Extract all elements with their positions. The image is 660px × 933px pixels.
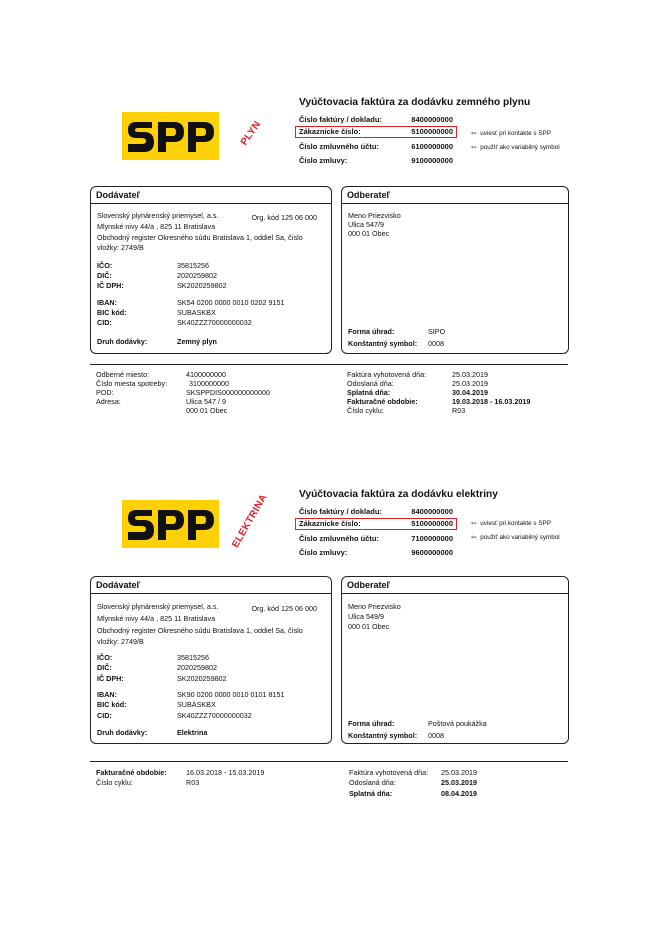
supplier-heading: Dodávateľ <box>91 187 331 204</box>
invoice-title: Vyúčtovacia faktúra za dodávku elektriny <box>299 489 498 500</box>
issued-value: 25.03.2019 <box>441 768 477 777</box>
contract-account-row: Číslo zmluvného účtu: 6100000000 <box>299 142 453 151</box>
sent-label: Odoslaná dňa: <box>349 778 396 787</box>
const-symbol-value: 0008 <box>428 339 444 348</box>
supplier-name: Slovenský plynárenský priemysel, a.s. <box>97 211 219 220</box>
customer-city: 000 01 Obec <box>348 229 390 238</box>
customer-name: Meno Priezvisko <box>348 211 401 220</box>
const-symbol-label: Konštantný symbol: <box>348 339 418 348</box>
supply-type-value: Zemný plyn <box>177 337 217 346</box>
period-value: 16.03.2018 - 15.03.2019 <box>186 768 265 777</box>
issued-label: Faktúra vyhotovená dňa: <box>349 768 429 777</box>
supply-type-label: Druh dodávky: <box>97 337 148 346</box>
supply-type-label: Druh dodávky: <box>97 728 148 737</box>
note-variable-symbol: ⇦ použiť ako variabilný symbol <box>471 534 560 541</box>
dic-value: 2020259802 <box>177 271 217 280</box>
note-contact: ⇦ uviesť pri kontakte s SPP <box>471 520 551 527</box>
payment-value: SIPO <box>428 327 446 336</box>
detail-label: Odberné miesto: <box>96 370 150 379</box>
supplier-address: Mlynské nivy 44/a , 825 11 Bratislava <box>97 614 216 623</box>
bic-label: BIC kód: <box>97 700 127 709</box>
supplier-org-code: Org. kód 125 06 000 <box>251 213 317 222</box>
period-value: 19.03.2018 - 16.03.2019 <box>452 397 531 406</box>
iban-value: SK54 0200 0000 0010 0202 9151 <box>177 298 285 307</box>
supply-type-value: Elektrina <box>177 728 208 737</box>
cycle-label: Číslo cyklu: <box>347 406 384 415</box>
cycle-label: Číslo cyklu: <box>96 778 133 787</box>
stamp-elektrina: ELEKTRINA <box>230 492 270 550</box>
invoice-number-row: Číslo faktúry / dokladu: 8400000000 <box>299 115 453 124</box>
customer-box <box>341 186 569 354</box>
detail-value: 4100000000 <box>186 370 226 379</box>
payment-label: Forma úhrad: <box>348 719 395 728</box>
sent-label: Odoslaná dňa: <box>347 379 394 388</box>
bic-label: BIC kód: <box>97 308 127 317</box>
issued-value: 25.03.2019 <box>452 370 488 379</box>
supplier-name: Slovenský plynárenský priemysel, a.s. <box>97 602 219 611</box>
ico-value: 35815256 <box>177 261 209 270</box>
iban-label: IBAN: <box>97 298 117 307</box>
customer-street: Ulica 549/9 <box>348 612 384 621</box>
dic-label: DIČ: <box>97 663 112 672</box>
period-label: Fakturačné obdobie: <box>96 768 167 777</box>
cycle-value: R03 <box>186 778 200 787</box>
detail-label: Adresa: <box>96 397 121 406</box>
supplier-register-2: vložky: 2749/B <box>97 637 144 646</box>
supplier-heading: Dodávateľ <box>91 577 331 594</box>
payment-label: Forma úhrad: <box>348 327 395 336</box>
arrow-left-icon: ⇦ <box>471 520 477 527</box>
detail-label: POD: <box>96 388 114 397</box>
customer-heading: Odberateľ <box>342 187 568 204</box>
period-label: Fakturačné obdobie: <box>347 397 418 406</box>
note-variable-symbol: ⇦ použiť ako variabilný symbol <box>471 144 560 151</box>
iban-value: SK90 0200 0000 0010 0101 8151 <box>177 690 285 699</box>
detail-value: SKSPPDIS000000000000 <box>186 388 270 397</box>
invoice-title: Vyúčtovacia faktúra za dodávku zemného plynu <box>299 97 531 108</box>
cid-value: SK40ZZZ70000000032 <box>177 318 252 327</box>
supplier-box <box>90 576 332 744</box>
customer-heading: Odberateľ <box>342 577 568 594</box>
customer-city: 000 01 Obec <box>348 622 390 631</box>
arrow-left-icon: ⇦ <box>471 534 477 541</box>
due-value: 08.04.2019 <box>441 789 477 798</box>
spp-logo <box>122 500 219 548</box>
customer-street: Ulica 547/9 <box>348 220 384 229</box>
supplier-box <box>90 186 332 354</box>
customer-number-row: Zákaznícke číslo: 5100000000 <box>295 518 457 530</box>
cid-label: CID: <box>97 711 112 720</box>
ico-label: IČO: <box>97 261 113 270</box>
supplier-register-2: vložky: 2749/B <box>97 243 144 252</box>
due-label: Splatná dňa: <box>347 388 391 397</box>
supplier-address: Mlynské nivy 44/a , 825 11 Bratislava <box>97 222 216 231</box>
cid-value: SK40ZZZ70000000032 <box>177 711 252 720</box>
bic-value: SUBASKBX <box>177 700 216 709</box>
customer-box <box>341 576 569 744</box>
icdph-value: SK2020259802 <box>177 674 227 683</box>
const-symbol-label: Konštantný symbol: <box>348 731 418 740</box>
stamp-plyn: PLYN <box>238 119 264 148</box>
arrow-left-icon: ⇦ <box>471 130 477 137</box>
issued-label: Faktúra vyhotovená dňa: <box>347 370 427 379</box>
dic-value: 2020259802 <box>177 663 217 672</box>
supplier-register: Obchodný register Okresného súdu Bratislava 1, oddiel Sa, číslo <box>97 626 303 635</box>
bic-value: SUBASKBX <box>177 308 216 317</box>
contract-number-row: Číslo zmluvy: 9600000000 <box>299 548 453 557</box>
divider <box>90 761 568 762</box>
customer-number-row: Zákaznícke číslo: 5100000000 <box>295 126 457 138</box>
cycle-value: R03 <box>452 406 466 415</box>
customer-name: Meno Priezvisko <box>348 602 401 611</box>
detail-value: 3100000000 <box>189 379 229 388</box>
payment-value: Poštová poukážka <box>428 719 487 728</box>
supplier-org-code: Org. kód 125 06 000 <box>251 604 317 613</box>
spp-logo <box>122 112 219 160</box>
supplier-register: Obchodný register Okresného súdu Bratislava 1, oddiel Sa, číslo <box>97 233 303 242</box>
icdph-value: SK2020259802 <box>177 281 227 290</box>
note-contact: ⇦ uviesť pri kontakte s SPP <box>471 130 551 137</box>
detail-label: Číslo miesta spotreby: <box>96 379 168 388</box>
const-symbol-value: 0008 <box>428 731 444 740</box>
due-label: Splatná dňa: <box>349 789 393 798</box>
icdph-label: IČ DPH: <box>97 281 124 290</box>
detail-value: Ulica 547 / 9 <box>186 397 226 406</box>
sent-value: 25.03.2019 <box>441 778 477 787</box>
contract-account-row: Číslo zmluvného účtu: 7100000000 <box>299 534 453 543</box>
contract-number-row: Číslo zmluvy: 9100000000 <box>299 156 453 165</box>
invoice-number-row: Číslo faktúry / dokladu: 8400000000 <box>299 507 453 516</box>
divider <box>90 364 568 365</box>
dic-label: DIČ: <box>97 271 112 280</box>
ico-label: IČO: <box>97 653 113 662</box>
iban-label: IBAN: <box>97 690 117 699</box>
icdph-label: IČ DPH: <box>97 674 124 683</box>
detail-value: 000 01 Obec <box>186 406 228 415</box>
arrow-left-icon: ⇦ <box>471 144 477 151</box>
ico-value: 35815256 <box>177 653 209 662</box>
cid-label: CID: <box>97 318 112 327</box>
sent-value: 25.03.2019 <box>452 379 488 388</box>
due-value: 30.04.2019 <box>452 388 488 397</box>
